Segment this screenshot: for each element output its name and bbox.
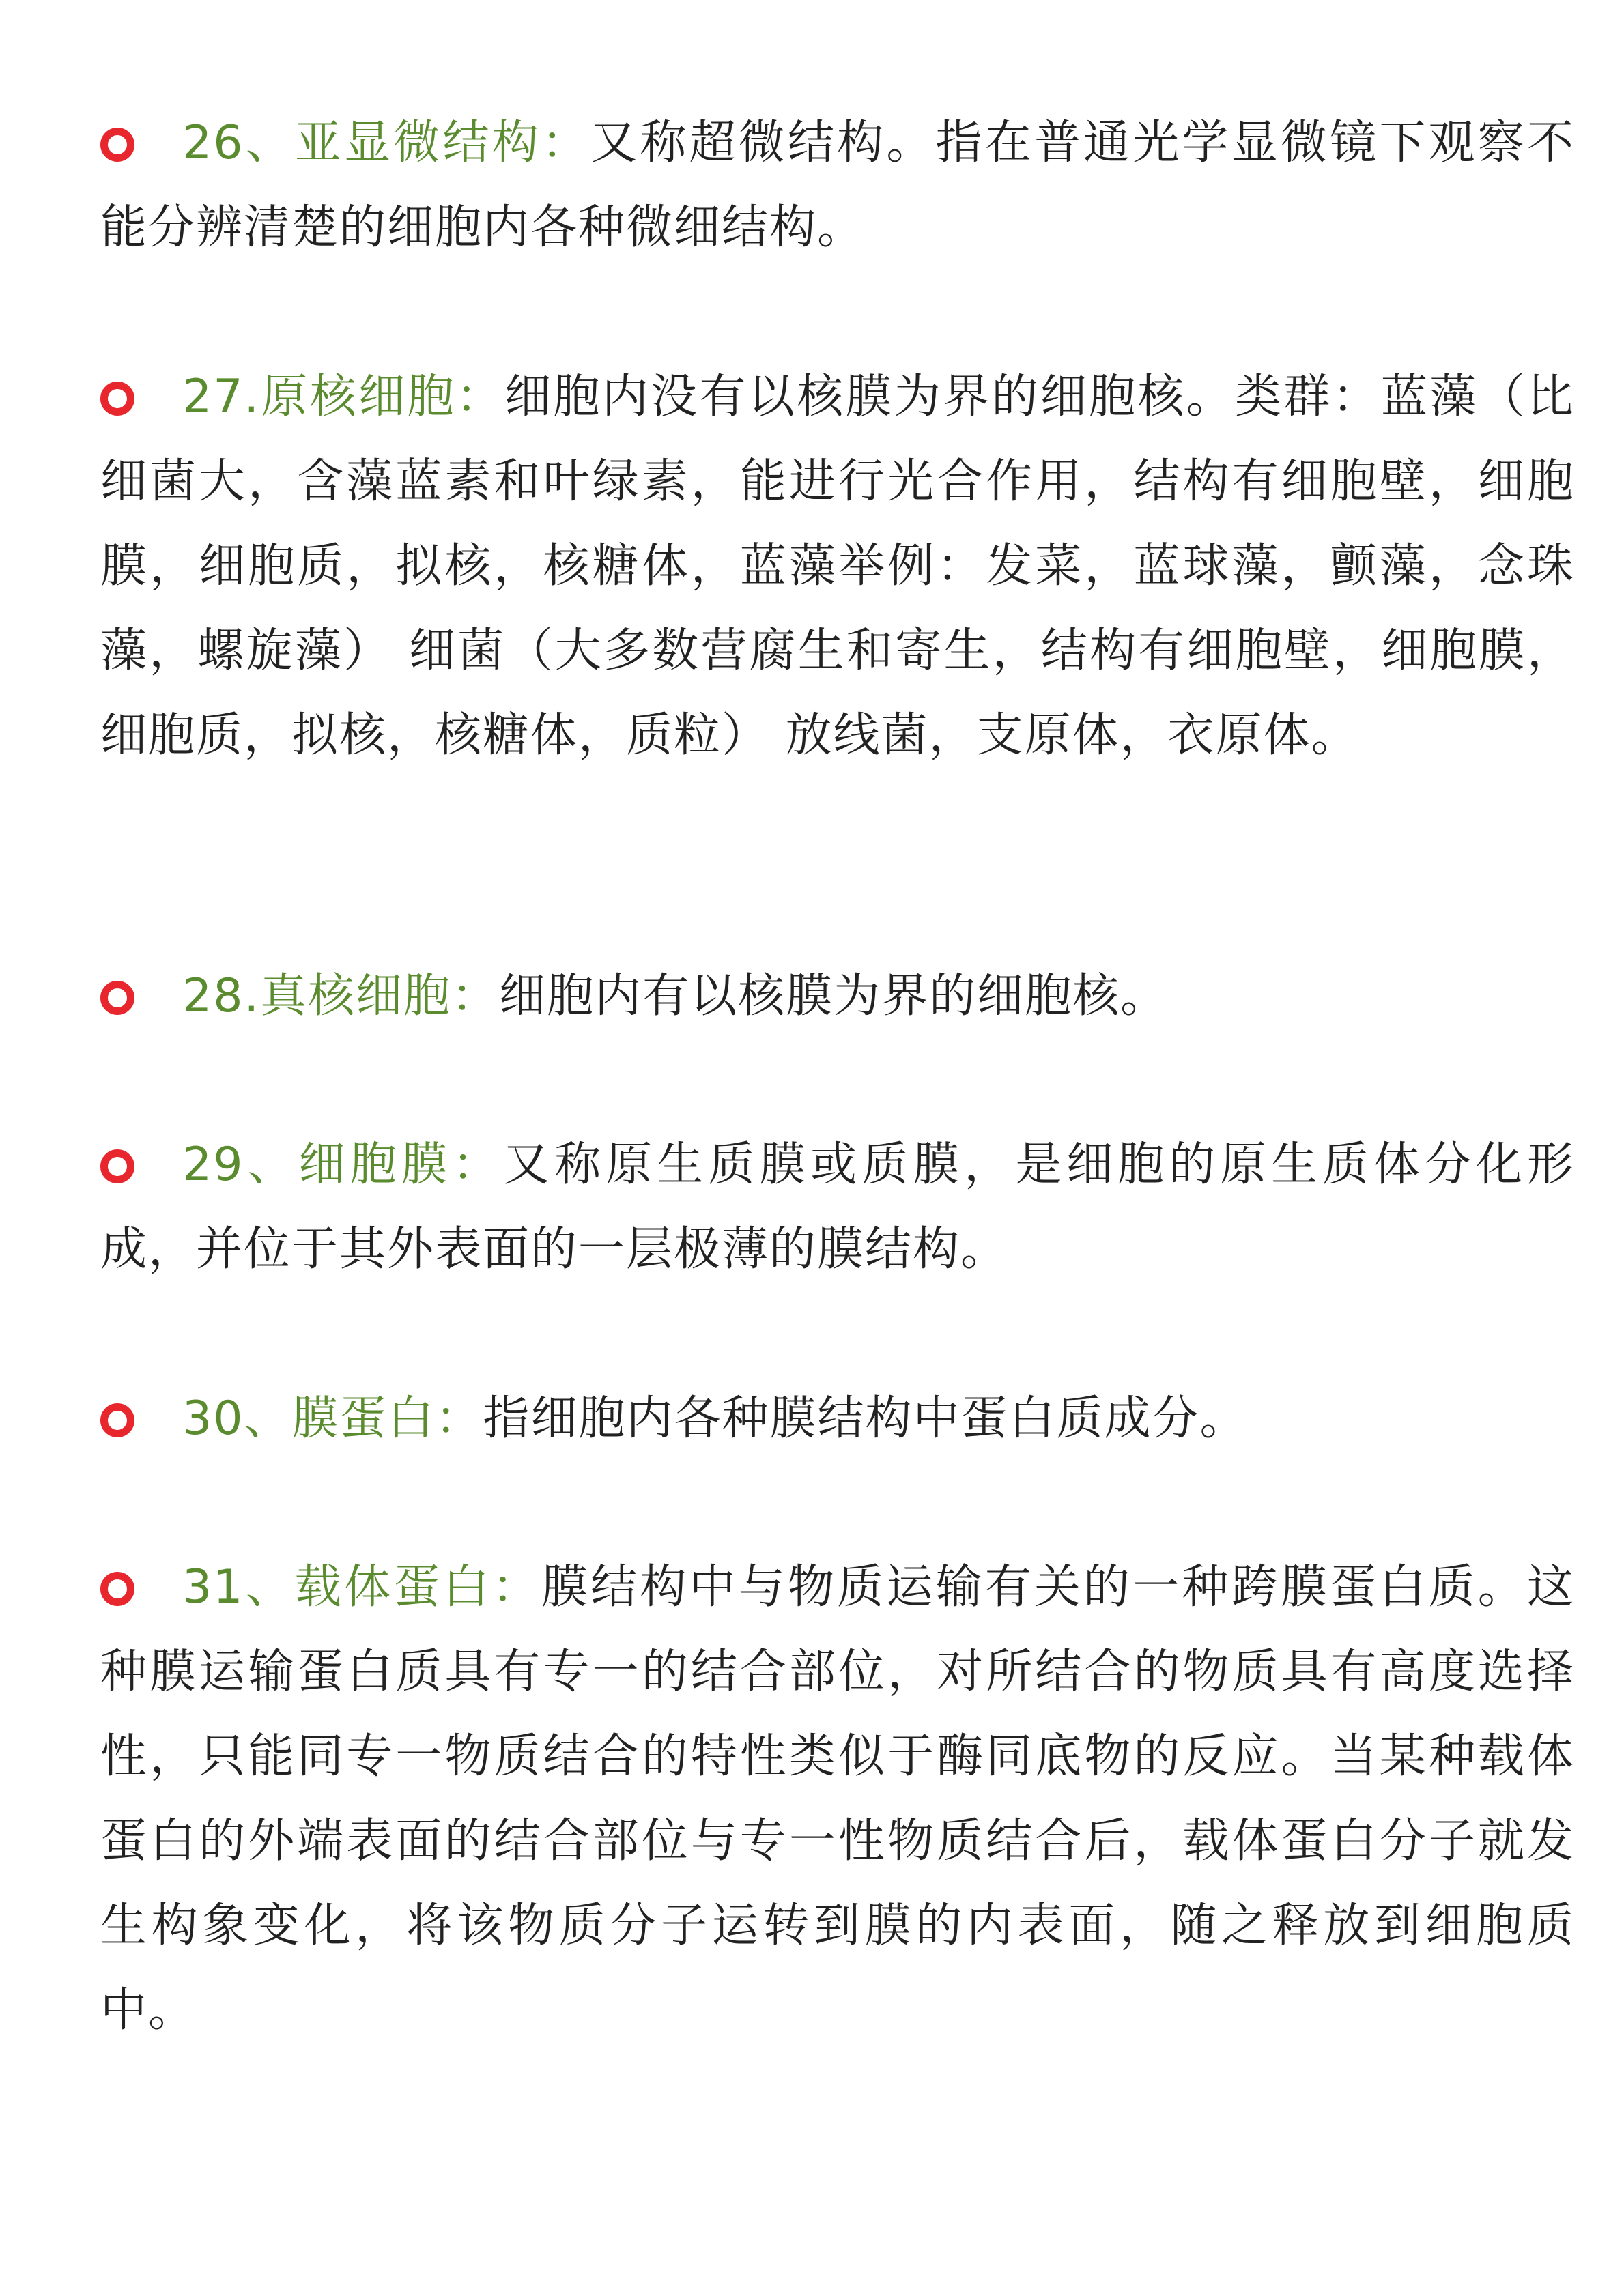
entry-definition: 指细胞内各种膜结构中蛋白质成分。 bbox=[483, 1392, 1248, 1446]
red-circle-icon bbox=[100, 1403, 134, 1437]
entry-term: 26、亚显微结构 bbox=[182, 116, 541, 170]
entry-29 bbox=[100, 1123, 1575, 1292]
red-circle-icon bbox=[100, 382, 134, 416]
entry-term: 29、细胞膜 bbox=[182, 1138, 453, 1192]
entry-30 bbox=[100, 1377, 1575, 1461]
red-circle-icon bbox=[100, 1149, 134, 1183]
entry-28 bbox=[100, 954, 1575, 1039]
entry-definition: 又称超微结构。指在普通光学显微镜下观察不能分辨清楚的细胞内各种微细结构。 bbox=[100, 116, 1575, 255]
entry-definition: 膜结构中与物质运输有关的一种跨膜蛋白质。这种膜运输蛋白质具有专一的结合部位，对所结合的物质具有高度选择性，只能同专一物质结合的特性类似于酶同底物的反应。当某种载体蛋白的外端表面的结合部位与专一性物质结合后，载体蛋白分子就发生构象变化，将该物质分子运转到膜的内表面，随之释放到细胞质中。 bbox=[100, 1560, 1575, 2037]
entry-term: 27.原核细胞 bbox=[182, 370, 456, 424]
entry-26 bbox=[100, 101, 1575, 270]
entry-term: 28.真核细胞 bbox=[182, 969, 452, 1023]
entry-colon: ： bbox=[452, 1138, 504, 1192]
red-circle-icon bbox=[100, 1572, 134, 1606]
entry-term: 30、膜蛋白 bbox=[182, 1392, 436, 1446]
entry-colon: ： bbox=[451, 969, 500, 1023]
red-circle-icon bbox=[100, 128, 134, 162]
entry-colon: ： bbox=[435, 1392, 483, 1446]
entry-definition: 细胞内没有以核膜为界的细胞核。类群：蓝藻（比细菌大，含藻蓝素和叶绿素，能进行光合作用，结构有细胞壁，细胞膜，细胞质，拟核，核糖体，蓝藻举例：发菜，蓝球藻，颤藻，念珠藻，螺旋藻） 细菌（大多数营腐生和寄生，结构有细胞壁，细胞膜，细胞质，拟核，核糖体，质粒） 放线菌，支原体，衣原体。 bbox=[100, 370, 1575, 762]
entry-colon: ： bbox=[492, 1560, 541, 1614]
entry-31 bbox=[100, 1545, 1575, 2053]
entry-colon: ： bbox=[541, 116, 591, 170]
red-circle-icon bbox=[100, 981, 134, 1015]
entry-definition: 又称原生质膜或质膜，是细胞的原生质体分化形成，并位于其外表面的一层极薄的膜结构。 bbox=[100, 1138, 1575, 1276]
entry-colon: ： bbox=[455, 370, 505, 424]
entry-term: 31、载体蛋白 bbox=[182, 1560, 492, 1614]
entry-27 bbox=[100, 355, 1575, 778]
entry-definition: 细胞内有以核膜为界的细胞核。 bbox=[499, 969, 1169, 1023]
